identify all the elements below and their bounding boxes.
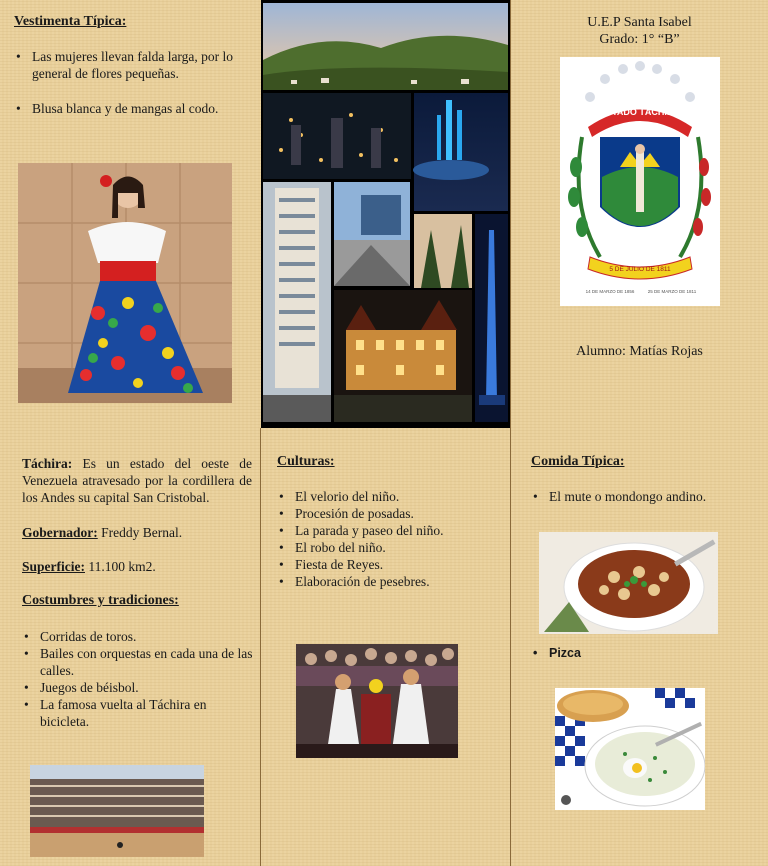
pizca-soup-photo: [555, 688, 705, 810]
vestimenta-heading: Vestimenta Típica:: [14, 14, 127, 29]
list-item: • El velorio del niño.: [277, 488, 502, 505]
dancer-photo: [18, 163, 232, 403]
list-item: • La parada y paseo del niño.: [277, 522, 502, 539]
seal-bottom-right-text: 25 DE MARZO DE 1811: [647, 289, 697, 294]
bullring-photo: [30, 765, 204, 857]
list-item: • Corridas de toros.: [22, 628, 254, 645]
seal-top-text: ESTADO TÁCHIRA: [600, 107, 680, 117]
area-value: 11.100 km2.: [88, 559, 156, 574]
school-name: U.E.P Santa Isabel: [587, 15, 692, 30]
customs-list: [22, 628, 254, 730]
cultures-heading: Culturas:: [277, 454, 335, 469]
list-item: • Las mujeres llevan falda larga, por lo general de flores pequeñas.: [14, 48, 239, 82]
seal-bottom-left-text: 14 DE MARZO DE 1856: [585, 289, 635, 294]
governor-line: [22, 524, 252, 541]
cultures-list: [277, 488, 502, 590]
tachira-photo-collage: [261, 0, 510, 428]
list-item: • Elaboración de pesebres.: [277, 573, 502, 590]
list-item: • Juegos de béisbol.: [22, 679, 254, 696]
student-name: Alumno: Matías Rojas: [576, 344, 703, 359]
list-item: • Procesión de posadas.: [277, 505, 502, 522]
mute-soup-photo: [539, 532, 718, 634]
list-item: • Bailes con orquestas en cada una de las calles.: [22, 645, 254, 679]
seal-ribbon-text: 5 DE JULIO DE 1811: [609, 266, 671, 273]
food-list-2: [531, 645, 761, 662]
tachira-label: Táchira:: [22, 456, 73, 471]
governor-value: Freddy Bernal.: [101, 525, 183, 540]
list-item: • Pizca: [531, 645, 761, 662]
list-item: • Fiesta de Reyes.: [277, 556, 502, 573]
list-item: • El robo del niño.: [277, 539, 502, 556]
governor-label: Gobernador:: [22, 525, 98, 540]
festival-photo: [296, 644, 458, 758]
tachira-desc: Es un estado del oeste de Venezuela atravesado por la cordillera de los Andes su capital San Cristobal.: [22, 456, 252, 505]
tachira-coat-of-arms: [560, 57, 720, 306]
grade-label: Grado: 1° “B”: [599, 32, 680, 47]
customs-heading: Costumbres y tradiciones:: [22, 593, 179, 608]
list-item: • Blusa blanca y de mangas al codo.: [14, 100, 239, 117]
list-item: • La famosa vuelta al Táchira en bicicleta.: [22, 696, 254, 730]
food-list-1: [531, 488, 761, 505]
food-heading: Comida Típica:: [531, 454, 625, 469]
vestimenta-list: [14, 48, 239, 117]
tachira-description: [22, 455, 252, 506]
column-divider-right: [510, 0, 511, 866]
list-item: • El mute o mondongo andino.: [531, 488, 761, 505]
column-divider-left: [260, 428, 261, 866]
area-label: Superficie:: [22, 559, 85, 574]
area-line: [22, 558, 252, 575]
